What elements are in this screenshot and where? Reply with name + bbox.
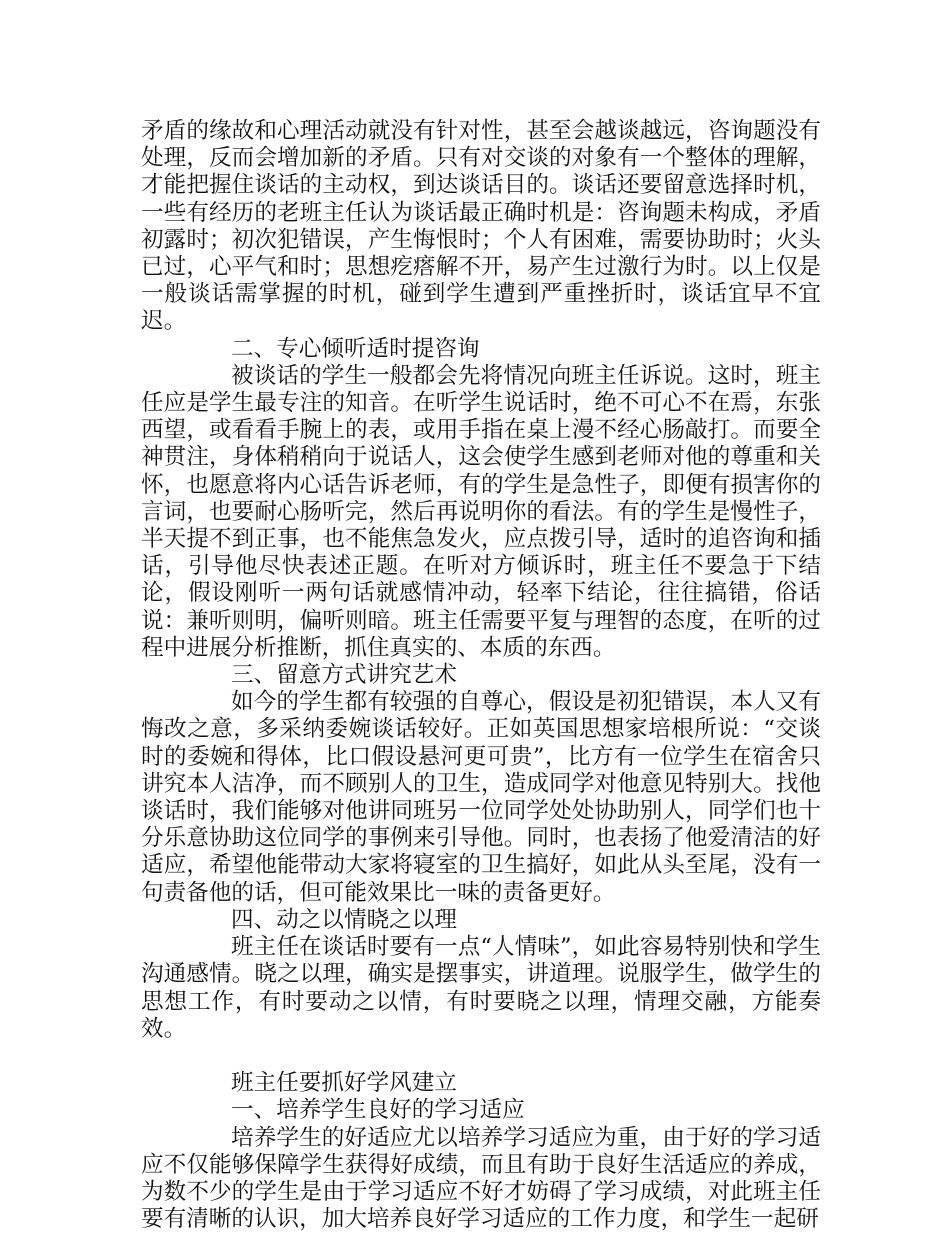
section-title-study-style: 班主任要抓好学风建立: [141, 1070, 821, 1097]
heading-method-art: 三、留意方式讲究艺术: [141, 662, 821, 689]
heading-listen-attentively: 二、专心倾听适时提咨询: [141, 336, 821, 363]
document-page: [141, 118, 821, 1233]
paragraph-listen-attentively: 被谈话的学生一般都会先将情况向班主任诉说。这时，班主任应是学生最专注的知音。在听学生说话时，绝不可心不在焉，东张西望，或看看手腕上的表，或用手指在桌上漫不经心肠敲打。而要全神贯注，身体稍稍向于说话人，这会使学生感到老师对他的尊重和关怀，也愿意将内心话告诉老师，有的学生是急性子，即便有损害你的言词，也要耐心肠听完，然后再说明你的看法。有的学生是慢性子，半天提不到正事，也不能焦急发火，应点拨引导，适时的追咨询和插话，引导他尽快表述正题。在听对方倾诉时，班主任不要急于下结论，假设刚听一两句话就感情冲动，轻率下结论，往往搞错，俗话说：兼听则明，偏听则暗。班主任需要平复与理智的态度，在听的过程中进展分析推断，抓住真实的、本质的东西。: [141, 363, 821, 662]
blank-line: [141, 1043, 821, 1070]
paragraph-intro-continued: 矛盾的缘故和心理活动就没有针对性，甚至会越谈越远，咨询题没有处理，反而会增加新的矛盾。只有对交谈的对象有一个整体的理解，才能把握住谈话的主动权，到达谈话目的。谈话还要留意选择时机，一些有经历的老班主任认为谈话最正确时机是：咨询题未构成，矛盾初露时；初次犯错误，产生悔恨时；个人有困难，需要协助时；火头已过，心平气和时；思想疙瘩解不开，易产生过激行为时。以上仅是一般谈话需掌握的时机，碰到学生遭到严重挫折时，谈话宜早不宜迟。: [141, 118, 821, 336]
paragraph-emotion-reason: 班主任在谈话时要有一点“人情味”，如此容易特别快和学生沟通感情。晓之以理，确实是摆事实，讲道理。说服学生，做学生的思想工作，有时要动之以情，有时要晓之以理，情理交融，方能奏效。: [141, 934, 821, 1043]
paragraph-method-art: 如今的学生都有较强的自尊心，假设是初犯错误，本人又有悔改之意，多采纳委婉谈话较好。正如英国思想家培根所说：“交谈时的委婉和得体，比口假设悬河更可贵”，比方有一位学生在宿舍只讲究本人洁净，而不顾别人的卫生，造成同学对他意见特别大。找他谈话时，我们能够对他讲同班另一位同学处处协助别人，同学们也十分乐意协助这位同学的事例来引导他。同时，也表扬了他爱清洁的好适应，希望他能带动大家将寝室的卫生搞好，如此从头至尾，没有一句责备他的话，但可能效果比一味的责备更好。: [141, 689, 821, 907]
paragraph-study-habits: 培养学生的好适应尤以培养学习适应为重，由于好的学习适应不仅能够保障学生获得好成绩，而且有助于良好生活适应的养成，为数不少的学生是由于学习适应不好才妨碍了学习成绩，对此班主任要有清晰的认识，加大培养良好学习适应的工作力度，和学生一起研: [141, 1125, 821, 1233]
heading-study-habits: 一、培养学生良好的学习适应: [141, 1097, 821, 1124]
heading-emotion-reason: 四、动之以情晓之以理: [141, 907, 821, 934]
